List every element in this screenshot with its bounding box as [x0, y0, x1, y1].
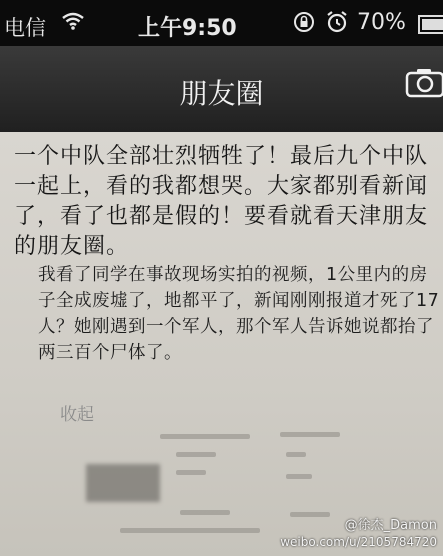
watermark-url: weibo.com/u/2105784720: [280, 535, 437, 549]
collapse-link[interactable]: 收起: [60, 405, 94, 425]
watermark-handle: @徐杰_Damon: [344, 518, 437, 533]
nav-bar: [0, 46, 443, 132]
post-quoted-text: 我看了同学在事故现场实拍的视频，1公里内的房子全成废墟了，地都平了，新闻刚刚报道才死了17人？她刚遇到一个军人，那个军人告诉她说都抬了两三百个尸体了。: [38, 265, 440, 363]
post-text: 一个中队全部壮烈牺牲了！最后九个中队一起上，看的我都想哭。大家都别看新闻了，看了也都是假的！要看就看天津朋友的朋友圈。: [14, 144, 429, 259]
carrier-label: 电信: [4, 16, 46, 40]
moments-feed: [0, 132, 443, 556]
battery-icon: [418, 15, 443, 34]
status-bar: [0, 0, 443, 46]
weibo-watermark: [280, 518, 437, 550]
status-time: 上午9:50: [138, 16, 237, 41]
page-title: 朋友圈: [179, 77, 264, 110]
camera-icon[interactable]: [405, 66, 443, 98]
blurred-photo: [86, 464, 160, 502]
lock-rotation-icon: [292, 10, 316, 39]
alarm-icon: [326, 10, 348, 39]
battery-percent: 70%: [357, 10, 406, 35]
wifi-icon: [62, 12, 84, 35]
